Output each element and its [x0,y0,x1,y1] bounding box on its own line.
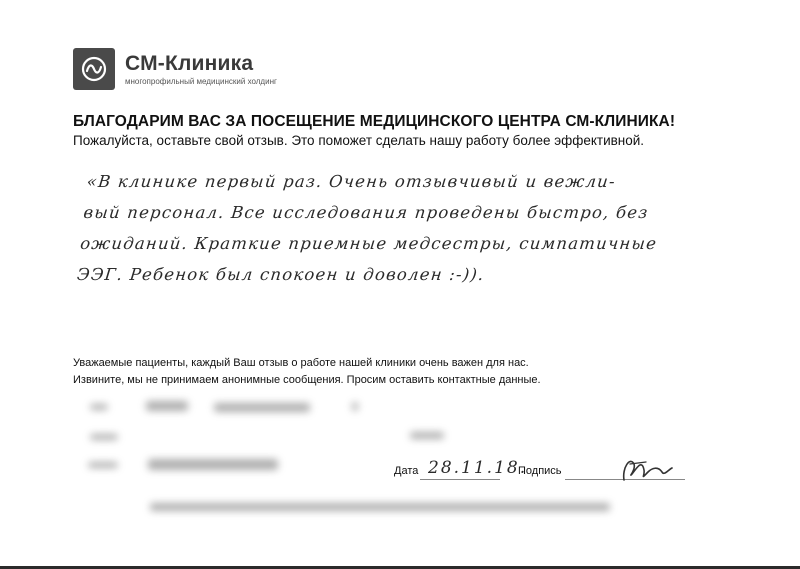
review-line: ЭЭГ. Ребенок был спокоен и доволен :-)). [76,265,486,284]
date-label: Дата [394,465,419,477]
notice-line: Уважаемые пациенты, каждый Ваш отзыв о работе нашей клиники очень важен для нас. [73,357,529,369]
form-title: БЛАГОДАРИМ ВАС ЗА ПОСЕЩЕНИЕ МЕДИЦИНСКОГО ЦЕНТРА СМ-КЛИНИКА! [73,113,676,130]
brand-logo [73,48,277,90]
brand-tagline: многопрофильный медицинский холдинг [125,76,277,86]
review-line: ожиданий. Краткие приемные медсестры, симпатичные [79,234,659,253]
notice-line: Извините, мы не принимаем анонимные сообщения. Просим оставить контактные данные. [73,374,541,386]
logo-icon [73,48,115,90]
brand-name: СМ-Клиника [125,51,254,75]
review-line: «В клинике первый раз. Очень отзывчивый и вежли- [85,172,617,191]
handwritten-review [75,166,698,290]
notice-text [73,355,541,389]
review-line: вый персонал. Все исследования проведены быстро, без [82,203,650,222]
signature-mark [618,450,678,491]
date-underline [420,479,500,480]
date-value: 28.11.18. [428,458,528,478]
signature-label: Подпись [518,465,562,477]
form-subtitle: Пожалуйста, оставьте свой отзыв. Это поможет сделать нашу работу более эффективной. [73,133,645,148]
